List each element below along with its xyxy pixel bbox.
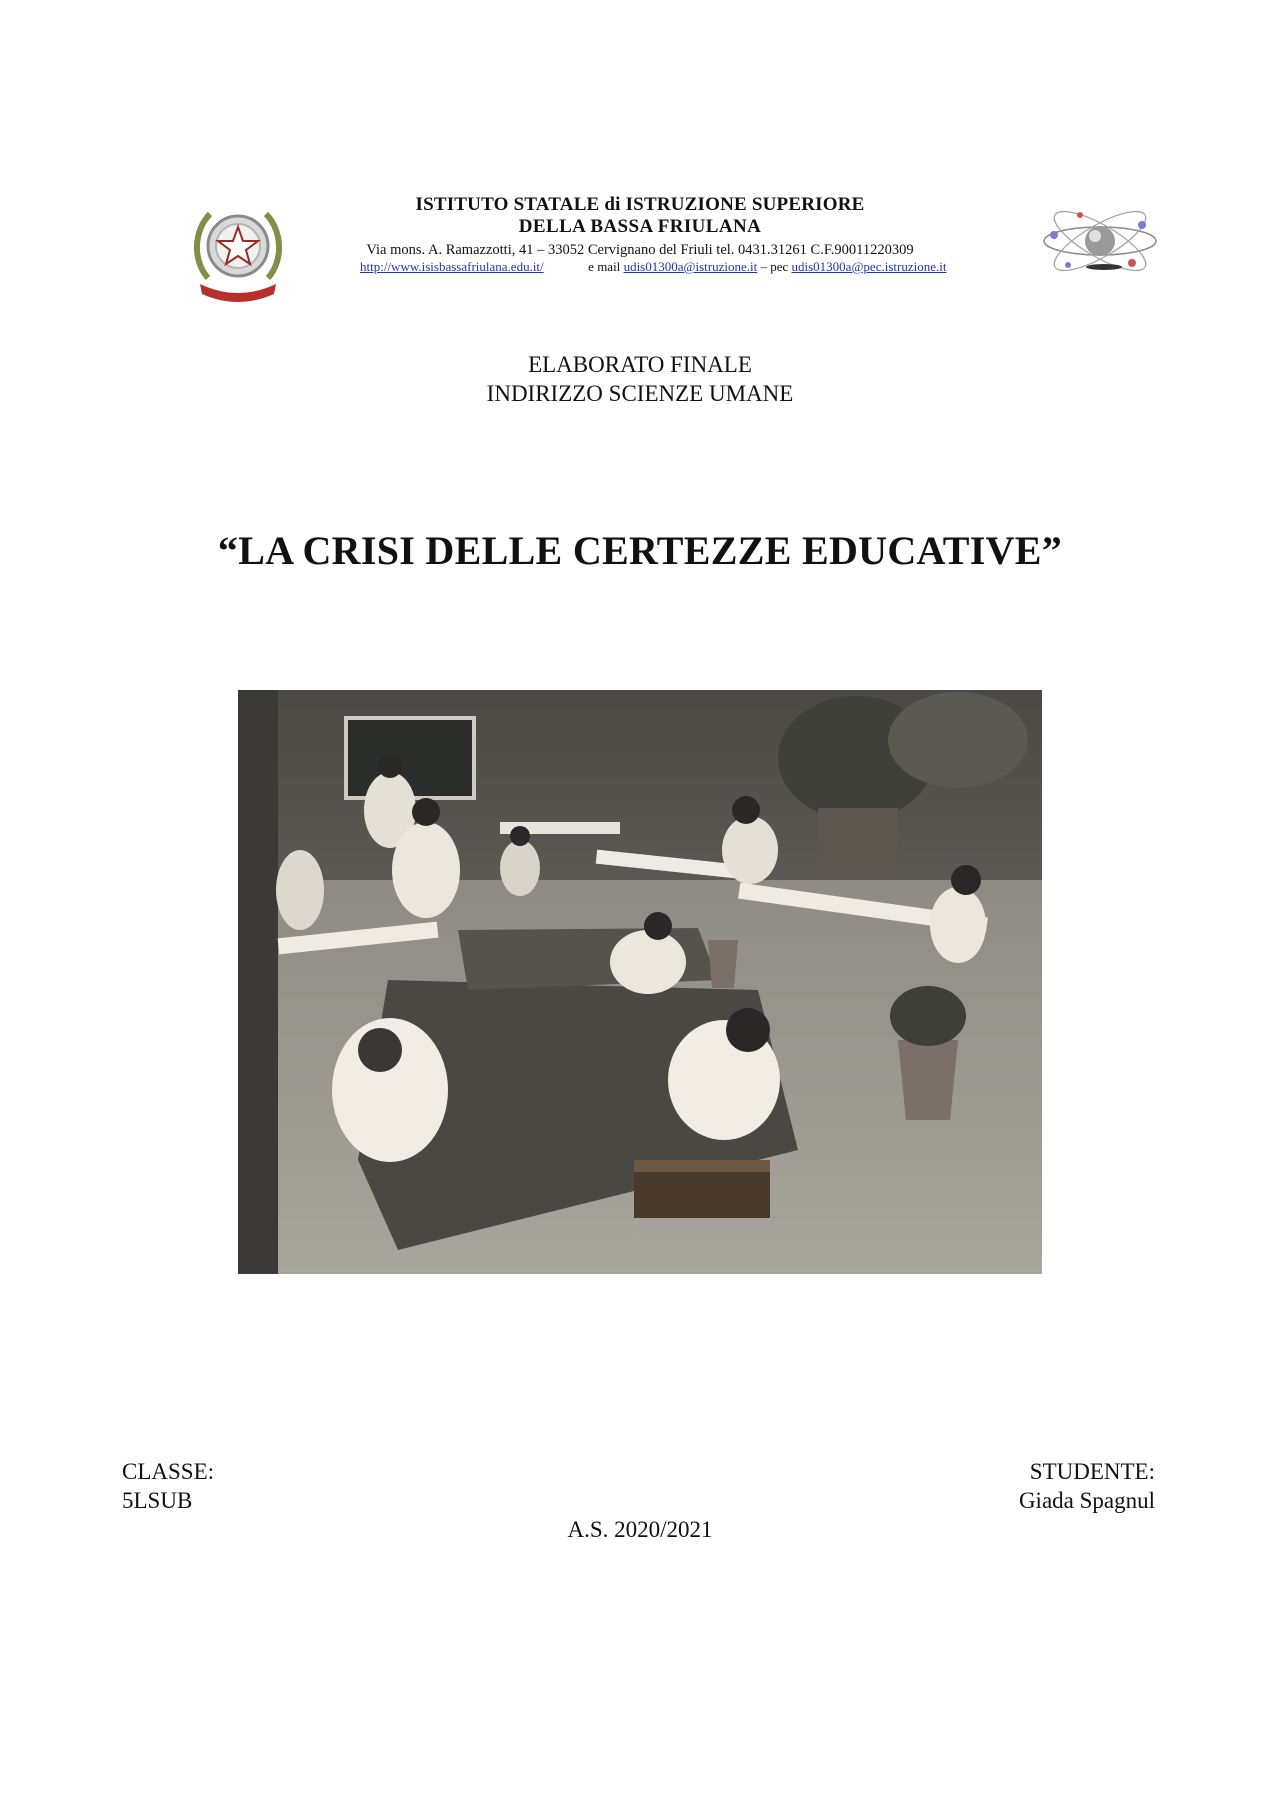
institute-address: Via mons. A. Ramazzotti, 41 – 33052 Cervignano del Friuli tel. 0431.31261 C.F.90011220309 xyxy=(366,242,914,258)
website-link[interactable]: http://www.isisbassafriulana.edu.it/ xyxy=(360,259,544,274)
classe-label: CLASSE: xyxy=(122,1459,215,1484)
institute-name-line2: DELLA BASSA FRIULANA xyxy=(518,216,762,237)
classroom-photo xyxy=(238,690,1042,1274)
institute-name-line1: ISTITUTO STATALE di ISTRUZIONE SUPERIORE xyxy=(415,194,865,215)
pec-prefix: – pec xyxy=(760,259,789,274)
email-prefix: e mail xyxy=(588,259,621,274)
school-year: A.S. 2020/2021 xyxy=(567,1517,713,1542)
institute-contacts xyxy=(360,259,947,275)
repubblica-italiana-emblem-icon xyxy=(188,200,288,310)
atom-logo-icon xyxy=(1040,205,1160,285)
studente-label: STUDENTE: xyxy=(1029,1459,1155,1484)
classe-value: 5LSUB xyxy=(122,1488,193,1513)
page-title: “LA CRISI DELLE CERTEZZE EDUCATIVE” xyxy=(217,528,1063,573)
subtitle-elaborato: ELABORATO FINALE xyxy=(528,352,752,377)
email-link[interactable]: udis01300a@istruzione.it xyxy=(623,259,758,274)
institute-header xyxy=(360,194,947,275)
subtitle-indirizzo: INDIRIZZO SCIENZE UMANE xyxy=(486,381,794,406)
pec-link[interactable]: udis01300a@pec.istruzione.it xyxy=(791,259,947,274)
studente-value: Giada Spagnul xyxy=(1018,1488,1155,1513)
